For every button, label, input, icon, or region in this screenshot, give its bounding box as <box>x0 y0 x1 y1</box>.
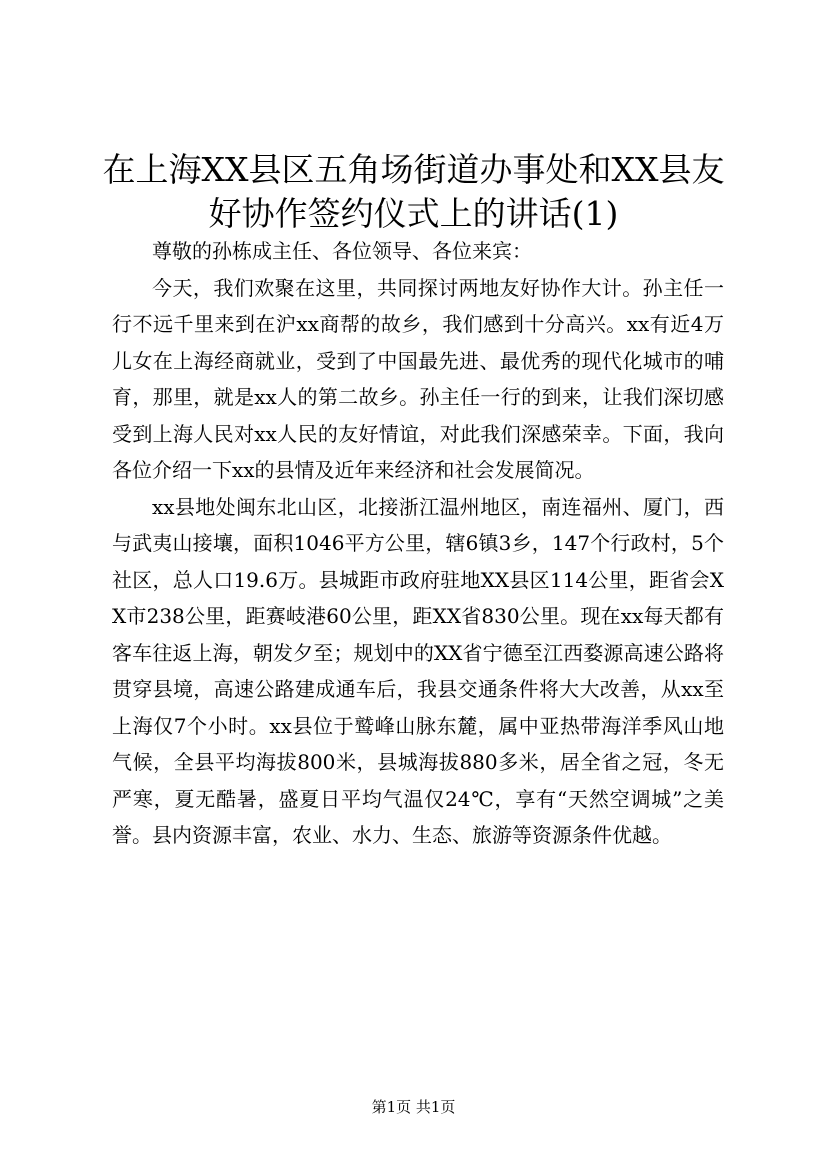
document-body <box>112 233 724 854</box>
document-title: 在上海XX县区五角场街道办事处和XX县友好协作签约仪式上的讲话(1) <box>102 150 725 233</box>
salutation-paragraph: 尊敬的孙栋成主任、各位领导、各位来宾： <box>152 239 532 263</box>
page-number-footer: 第1页 共1页 <box>371 1098 456 1116</box>
county-overview-paragraph: xx县地处闽东北山区，北接浙江温州地区，南连福州、厦门，西与武夷山接壤，面积1046平方公里，辖6镇3乡，147个行政村，5个社区，总人口19.6万。县城距市政府驻地XX县区114公里，距省会XX市238公里，距赛岐港60公里，距XX省830公里。现在xx每天都有客车往返上海，朝发夕至；规划中的XX省宁德至江西婺源高速公路将贯穿县境，高速公路建成通车后，我县交通条件将大大改善，从xx至上海仅7个小时。xx县位于鹫峰山脉东麓，属中亚热带海洋季风山地气候，全县平均海拔800米，县城海拔880多米，居全省之冠，冬无严寒，夏无酷暑，盛夏日平均气温仅24℃，享有“天然空调城”之美誉。县内资源丰富，农业、水力、生态、旅游等资源条件优越。 <box>112 494 724 847</box>
opening-paragraph: 今天，我们欢聚在这里，共同探讨两地友好协作大计。孙主任一行不远千里来到在沪xx商帮的故乡，我们感到十分高兴。xx有近4万儿女在上海经商就业，受到了中国最先进、最优秀的现代化城市的哺育，那里，就是xx人的第二故乡。孙主任一行的到来，让我们深切感受到上海人民对xx人民的友好情谊，对此我们深感荣幸。下面，我向各位介绍一下xx的县情及近年来经济和社会发展简况。 <box>112 275 724 482</box>
